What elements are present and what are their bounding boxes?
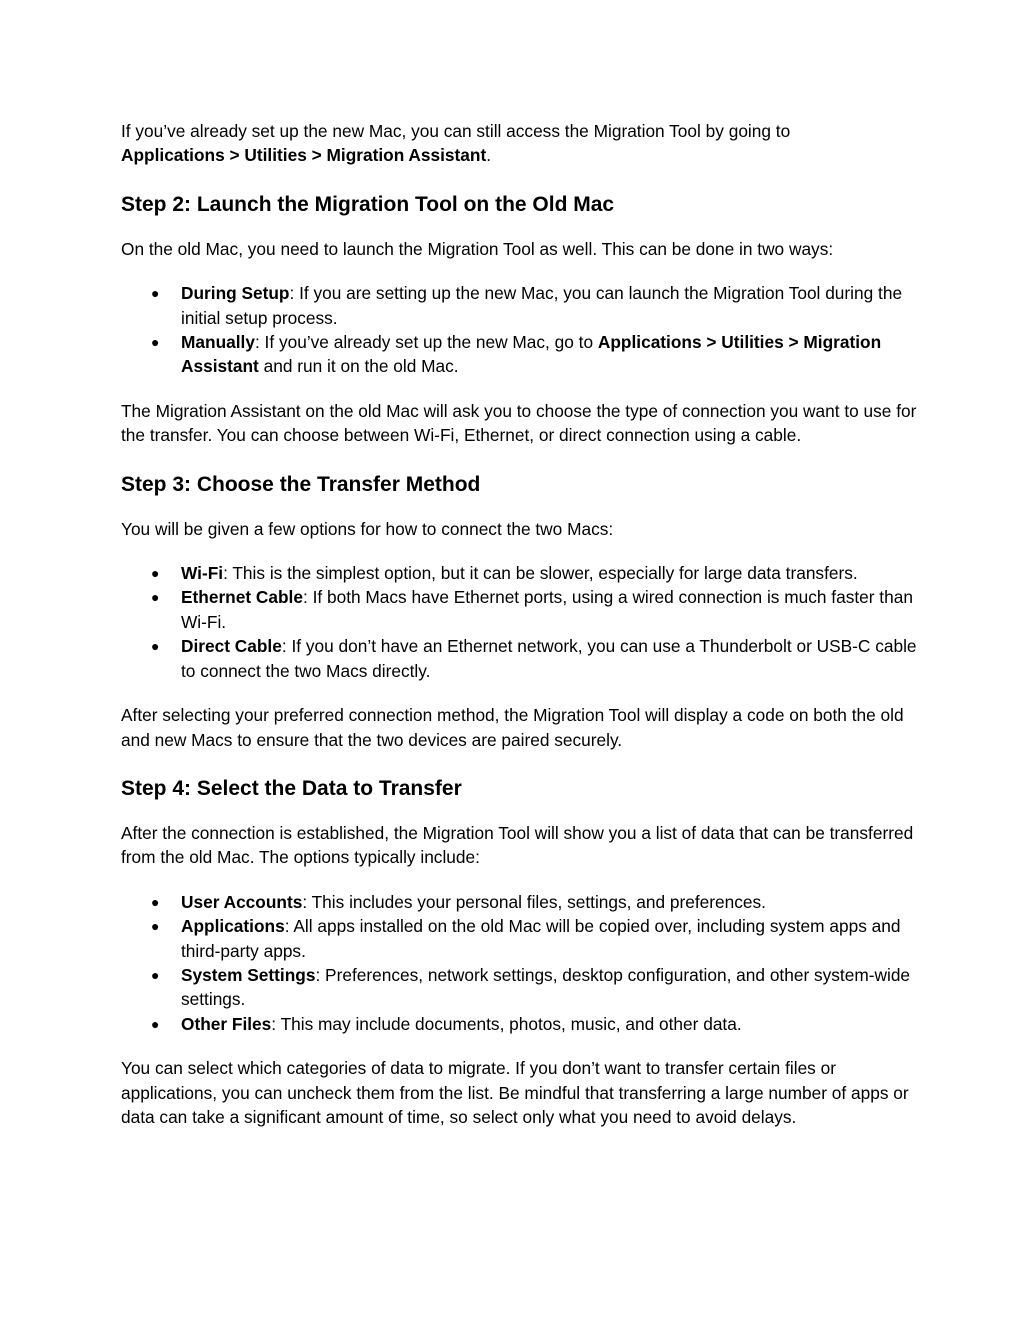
item-text: : This is the simplest option, but it can be slower, especially for large data transfers.: [223, 563, 858, 584]
item-text: : This may include documents, photos, music, and other data.: [271, 1013, 742, 1034]
bullet-icon: ●: [151, 589, 160, 606]
bullet-icon: ●: [151, 1015, 160, 1032]
item-bold: Manually: [181, 332, 255, 353]
step2-list: [121, 281, 924, 379]
step3-paragraph: You will be given a few options for how to connect the two Macs:: [121, 518, 614, 539]
step4-paragraph: After the connection is established, the Migration Tool will show you a list of data that can be transferred from the old Mac. The options typically include:: [121, 822, 914, 868]
list-item: [121, 963, 924, 1012]
list-item: [121, 914, 924, 963]
item-text: : If you are setting up the new Mac, you can launch the Migration Tool during the initial setup process.: [181, 283, 903, 328]
bullet-icon: ●: [151, 565, 160, 582]
item-bold: Ethernet Cable: [181, 587, 303, 608]
item-bold: User Accounts: [181, 891, 303, 912]
bullet-icon: ●: [151, 966, 160, 983]
item-text: : If both Macs have Ethernet ports, using a wired connection is much faster than Wi-Fi.: [181, 587, 913, 632]
step4-paragraph-2: You can select which categories of data to migrate. If you don’t want to transfer certain files or applications, you can uncheck them from the list. Be mindful that transferring a large number of apps or data can take a significant amount of time, so select only what you need to avoid delays.: [121, 1058, 909, 1127]
step3-list: [121, 561, 924, 683]
list-item: [121, 330, 924, 379]
list-item: [121, 890, 924, 914]
item-bold-path: Applications > Utilities > Migration Assistant: [181, 332, 882, 377]
intro-end: .: [486, 145, 492, 166]
item-bold: System Settings: [181, 964, 316, 985]
intro-paragraph: [121, 119, 924, 168]
bullet-icon: ●: [151, 285, 160, 302]
list-item: [121, 561, 924, 585]
item-text: : Preferences, network settings, desktop configuration, and other system-wide settings.: [181, 964, 911, 1010]
bullet-icon: ●: [151, 918, 160, 935]
item-text-end: and run it on the old Mac.: [258, 356, 459, 377]
step2-paragraph: On the old Mac, you need to launch the Migration Tool as well. This can be done in two ways:: [121, 238, 834, 259]
step3-paragraph-2: After selecting your preferred connection method, the Migration Tool will display a code on both the old and new Macs to ensure that the two devices are paired securely.: [121, 705, 904, 750]
item-text: : If you’ve already set up the new Mac, go to: [254, 332, 598, 353]
step4-heading: Step 4: Select the Data to Transfer: [121, 776, 462, 800]
intro-text: If you’ve already set up the new Mac, you can still access the Migration Tool by going to: [121, 121, 791, 141]
item-bold: Direct Cable: [181, 636, 282, 657]
list-item: [121, 281, 924, 330]
list-item: [121, 585, 924, 634]
step3-heading: Step 3: Choose the Transfer Method: [121, 472, 481, 496]
list-item: [121, 634, 924, 683]
item-text: : If you don’t have an Ethernet network, you can use a Thunderbolt or USB-C cable to connect the two Macs directly.: [181, 636, 917, 681]
bullet-icon: ●: [151, 334, 160, 351]
item-bold: During Setup: [181, 283, 290, 304]
item-text: : This includes your personal files, settings, and preferences.: [302, 891, 766, 912]
step2-heading: Step 2: Launch the Migration Tool on the Old Mac: [121, 192, 615, 216]
bullet-icon: ●: [151, 638, 160, 655]
item-bold: Other Files: [181, 1013, 272, 1034]
bullet-icon: ●: [151, 893, 160, 910]
step2-paragraph-2: The Migration Assistant on the old Mac will ask you to choose the type of connection you want to use for the transfer. You can choose between Wi-Fi, Ethernet, or direct connection using a cable.: [121, 400, 917, 446]
item-text: : All apps installed on the old Mac will be copied over, including system apps and third-party apps.: [181, 916, 901, 961]
item-bold: Wi-Fi: [181, 563, 224, 584]
item-bold: Applications: [181, 916, 285, 937]
intro-path: Applications > Utilities > Migration Assistant: [121, 145, 487, 166]
step4-list: [121, 890, 924, 1036]
list-item: [121, 1012, 924, 1036]
